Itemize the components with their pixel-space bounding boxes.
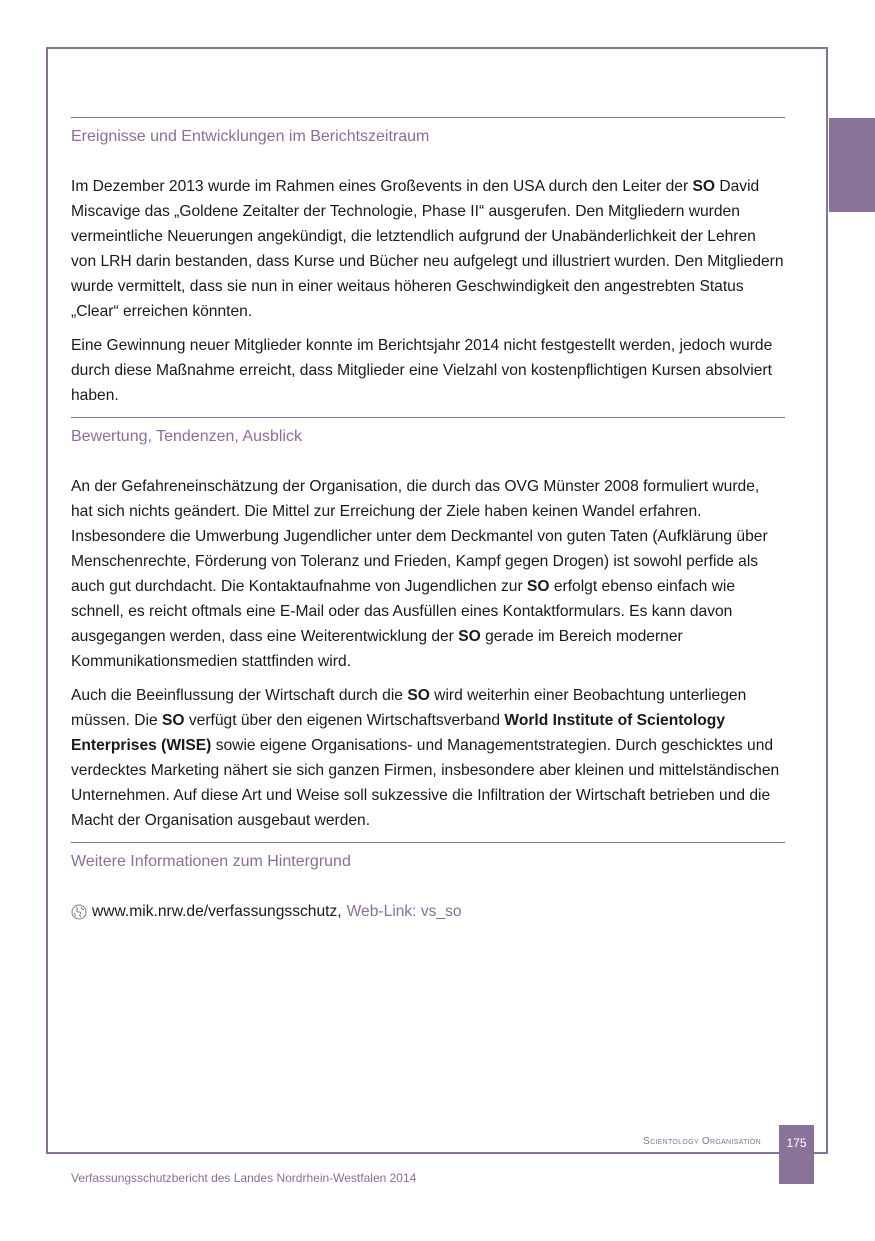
section-assessment xyxy=(71,417,785,833)
main-content xyxy=(71,117,785,924)
reference-link-line xyxy=(71,899,785,924)
paragraph: An der Gefahreneinschätzung der Organisation, die durch das OVG Münster 2008 formuliert wurde, hat sich nichts geändert. Die Mittel zur Erreichung der Ziele haben keinen Wandel erfahren. Insbesondere die Umwerbung Jugendlicher unter dem Deckmantel von guten Taten (Aufklärung über Menschenrechte, Förderung von Toleranz und Frieden, Kampf gegen Drogen) ist sowohl perfide als auch gut durchdacht. Die Kontaktaufnahme von Jugendlichen zur SO erfolgt ebenso einfach wie schnell, es reicht oftmals eine E-Mail oder das Ausfüllen eines Kontaktformulars. Es kann davon ausgegangen werden, dass eine Weiterentwicklung der SO gerade im Bereich moderner Kommunikationsmedien stattfinden wird. xyxy=(71,478,768,670)
web-link-code[interactable]: Web-Link: vs_so xyxy=(346,903,462,920)
page-number: 175 xyxy=(779,1125,814,1184)
section-heading: Ereignisse und Entwicklungen im Berichtszeitraum xyxy=(71,117,785,147)
footer-publication-title: Verfassungsschutzbericht des Landes Nordrhein-Westfalen 2014 xyxy=(71,1171,417,1185)
paragraph: Auch die Beeinflussung der Wirtschaft durch die SO wird weiterhin einer Beobachtung unterliegen müssen. Die SO verfügt über den eigenen Wirtschaftsverband World Institute of Scientology Enterprises (WISE) sowie eigene Organisations- und Managementstrategien. Durch geschicktes und verdecktes Marketing nähert sie sich ganzen Firmen, insbesondere aber kleinen und mittelständischen Unternehmen. Auf diese Art und Weise soll sukzessive die Infiltration der Wirtschaft betrieben und die Macht der Organisation ausgebaut werden. xyxy=(71,687,780,829)
section-events xyxy=(71,117,785,408)
chapter-tab xyxy=(829,118,875,212)
paragraph: Eine Gewinnung neuer Mitglieder konnte im Berichtsjahr 2014 nicht festgestellt werden, jedoch wurde durch diese Maßnahme erreicht, dass Mitglieder eine Vielzahl von kostenpflichtigen Kursen absolviert haben. xyxy=(71,337,773,404)
paragraph: Im Dezember 2013 wurde im Rahmen eines Großevents in den USA durch den Leiter der SO David Miscavige das „Goldene Zeitalter der Technologie, Phase II“ ausgerufen. Den Mitgliedern wurden vermeintliche Neuerungen angekündigt, die letztendlich aufgrund der Unabänderlichkeit der Lehren von LRH darin bestanden, dass Kurse und Bücher neu aufgelegt und illustriert wurden. Den Mitgliedern wurde vermittelt, dass sie nun in einer weitaus höheren Geschwindigkeit den angestrebten Status „Clear“ erreichen könnten. xyxy=(71,178,784,320)
section-heading: Weitere Informationen zum Hintergrund xyxy=(71,842,785,872)
section-further-info xyxy=(71,842,785,924)
url-link[interactable]: www.mik.nrw.de/verfassungsschutz, xyxy=(92,903,342,920)
section-heading: Bewertung, Tendenzen, Ausblick xyxy=(71,417,785,447)
footer-section-name: Scientology Organisation xyxy=(643,1136,761,1147)
globe-icon xyxy=(71,904,87,920)
